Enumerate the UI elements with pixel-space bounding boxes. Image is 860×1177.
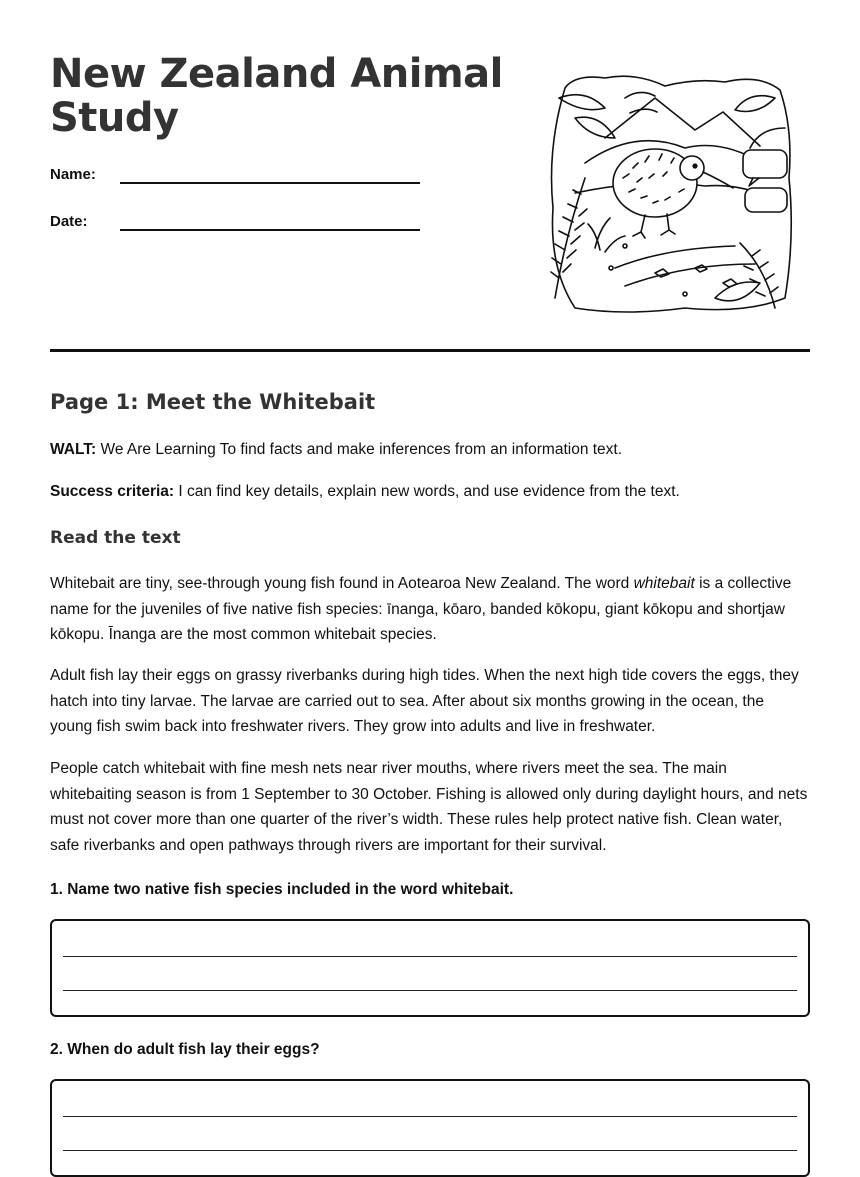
paragraph-1-emphasis: whitebait	[633, 575, 695, 592]
paragraph-3: People catch whitebait with fine mesh nets near river mouths, where rivers meet the sea. The main whitebaiting season is from 1 September to 30 October. Fishing is allowed only during daylight hours, and nets must not cover more than one quarter of the river’s width. These rules help protect native fish. Clean water, safe riverbanks and open pathways through rivers are important for their survival.	[50, 760, 808, 854]
header-divider	[50, 349, 810, 352]
success-criteria-text: I can find key details, explain new words, and use evidence from the text.	[174, 483, 680, 500]
paragraph-2: Adult fish lay their eggs on grassy riverbanks during high tides. When the next high tide covers the eggs, they hatch into tiny larvae. The larvae are carried out to sea. After about six months growing in the ocean, the young fish swim back into freshwater rivers. They grow into adults and live in freshwater.	[50, 667, 799, 735]
question-1: 1. Name two native fish species included in the word whitebait.	[50, 881, 514, 898]
answer-line	[63, 1116, 797, 1117]
name-label: Name:	[50, 166, 96, 183]
answer-box-2[interactable]	[50, 1079, 810, 1177]
date-label: Date:	[50, 213, 88, 230]
answer-box-1[interactable]	[50, 919, 810, 1017]
name-line	[120, 182, 420, 184]
answer-line	[63, 990, 797, 991]
page-title: New Zealand Animal Study	[50, 51, 503, 141]
success-criteria	[50, 479, 810, 505]
section-heading: Page 1: Meet the Whitebait	[50, 390, 376, 414]
paragraph-1-a: Whitebait are tiny, see-through young fish found in Aotearoa New Zealand. The word	[50, 575, 634, 592]
question-2: 2. When do adult fish lay their eggs?	[50, 1041, 320, 1058]
paragraph-1-b: is a collective name for the juveniles of five native fish species: īnanga, kōaro, banded kōkopu, giant kōkopu and shortjaw kōkopu. Īnanga are the most common whitebait species.	[50, 575, 792, 643]
answer-line	[63, 956, 797, 957]
read-heading: Read the text	[50, 528, 181, 548]
success-criteria-label: Success criteria:	[50, 483, 175, 500]
paragraph-1	[50, 571, 810, 648]
date-line	[120, 229, 420, 231]
walt-text: We Are Learning To find facts and make inferences from an information text.	[96, 441, 623, 458]
answer-line	[63, 1150, 797, 1151]
walt-label: WALT:	[50, 441, 97, 458]
walt-statement	[50, 437, 810, 463]
kiwi-bird-illustration	[545, 68, 795, 316]
